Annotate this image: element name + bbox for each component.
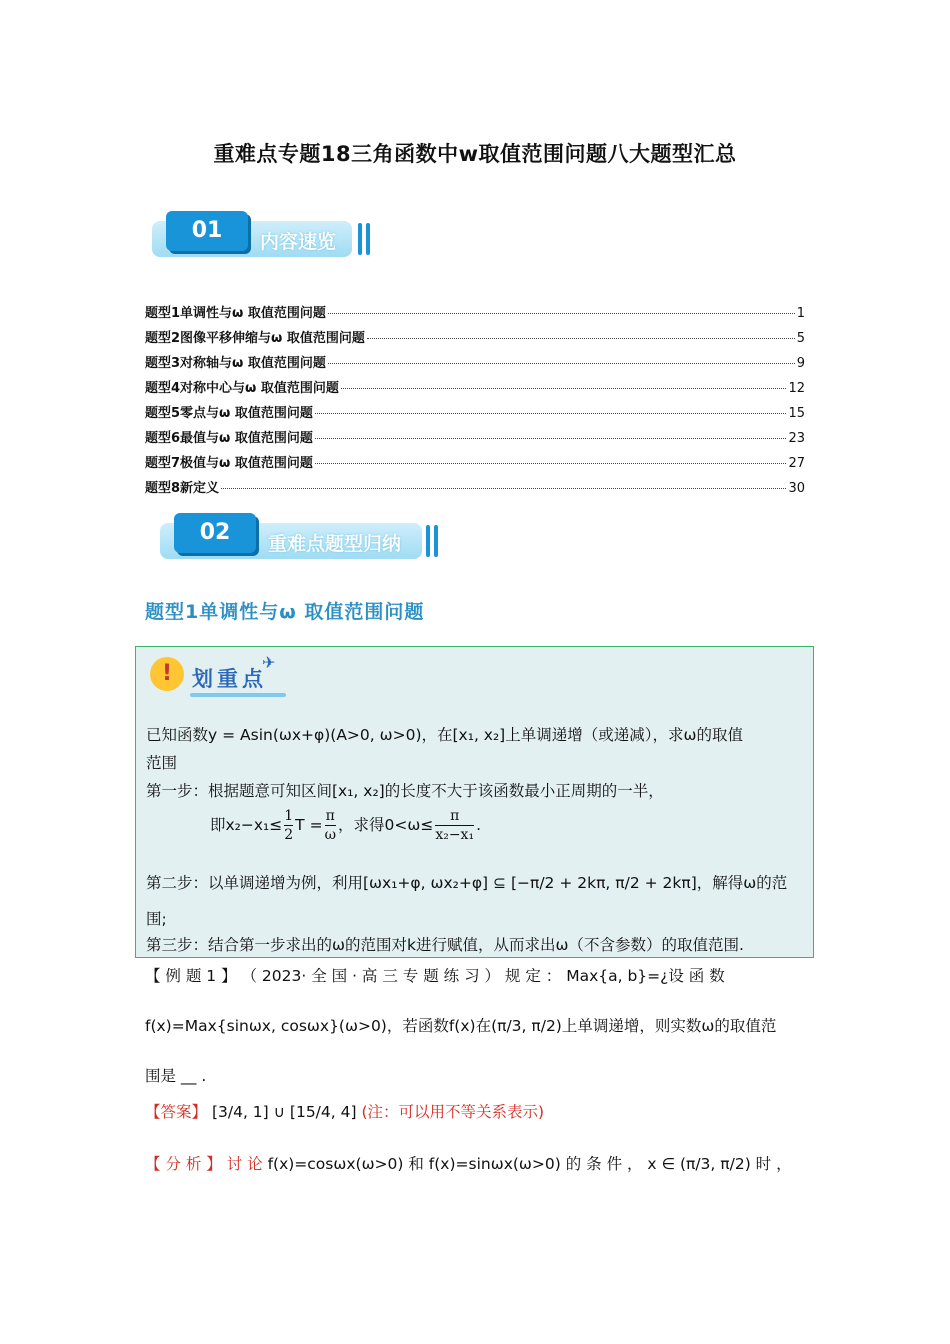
toc-entry[interactable]: 题型2图像平移伸缩与ω 取值范围问题 5 (145, 331, 805, 346)
analysis-line (145, 1152, 792, 1174)
analysis-label: 【 分 析 】 讨 论 (145, 1155, 263, 1173)
toc-entry[interactable]: 题型8新定义 30 (145, 481, 805, 496)
toc-entry[interactable]: 题型4对称中心与ω 取值范围问题 12 (145, 381, 805, 396)
answer-label: 【答案】 (145, 1103, 208, 1121)
toc-entry[interactable]: 题型6最值与ω 取值范围问题 23 (145, 431, 805, 446)
section-banner-types (160, 513, 440, 559)
key-points-box: ! 划重点 ✈ 已知函数y = Asin(ωx+φ)(A>0, ω>0)，在[x₁, x₂]上单调递增（或递减），求ω的取值 范围 第一步：根据题意可知区间[x₁, x₂]的长度不大于该函数最小正周期的一半， 即x₂−x₁≤ $\frac{1}{2}$ T = $\frac{\pi}{\omega}$ ，求得0<ω≤ $\frac{\pi}{\text{x₂−x₁}}$ . 第二步：以单调递增为例，利用[ωx₁+φ, ωx₂+φ] ⊆ [−π/2 + 2kπ, π/2 + 2kπ]，解得ω的范 围; 第三步：结合第一步求出的ω的范围对k进行赋值，从而求出ω（不含参数）的取值范围. (135, 646, 814, 958)
answer-value: [3/4, 1] ∪ [15/4, 4] (211, 1103, 357, 1121)
section-label: 重难点题型归纳 (268, 533, 402, 555)
section-label: 内容速览 (260, 231, 337, 253)
example-line: 【 例 题 1 】 （ 2023· 全 国 · 高 三 专 题 练 习 ） 规 定 ： Max{a, b}=¿设 函 数 (145, 967, 725, 985)
keypoints-formula: 即x₂−x₁≤ $\frac{1}{2}$ T = $\frac{\pi}{\omega}$ ，求得0<ω≤ $\frac{\pi}{\text{x₂−x₁}}$ . (210, 808, 481, 843)
section-banner-contents (152, 211, 372, 257)
example-line: f(x)=Max{sinωx, cosωx}(ω>0)，若函数f(x)在(π/3, π/2)上单调递增，则实数ω的取值范 (145, 1017, 777, 1035)
answer-line (145, 1100, 544, 1122)
section-number: 01 (166, 211, 248, 251)
answer-note: (注：可以用不等关系表示) (361, 1103, 545, 1121)
section-number: 02 (174, 513, 256, 553)
example-line: 围是 __ . (145, 1067, 207, 1085)
toc-entry[interactable]: 题型3对称轴与ω 取值范围问题 9 (145, 356, 805, 371)
type-heading: 题型1单调性与ω 取值范围问题 (145, 601, 425, 623)
paper-plane-icon: ✈ (262, 653, 276, 672)
analysis-text: f(x)=cosωx(ω>0) 和 f(x)=sinωx(ω>0) 的 条 件 ， x ∈ (π/3, π/2) 时 ， (267, 1155, 792, 1173)
lightbulb-icon: ! (150, 657, 184, 691)
toc-entry[interactable]: 题型1单调性与ω 取值范围问题 1 (145, 306, 805, 321)
key-points-logo: ! 划重点 ✈ (146, 653, 286, 705)
document-title: 重难点专题18三角函数中w取值范围问题八大题型汇总 (213, 142, 737, 166)
table-of-contents (145, 302, 805, 502)
toc-entry[interactable]: 题型5零点与ω 取值范围问题 15 (145, 406, 805, 421)
toc-entry[interactable]: 题型7极值与ω 取值范围问题 27 (145, 456, 805, 471)
